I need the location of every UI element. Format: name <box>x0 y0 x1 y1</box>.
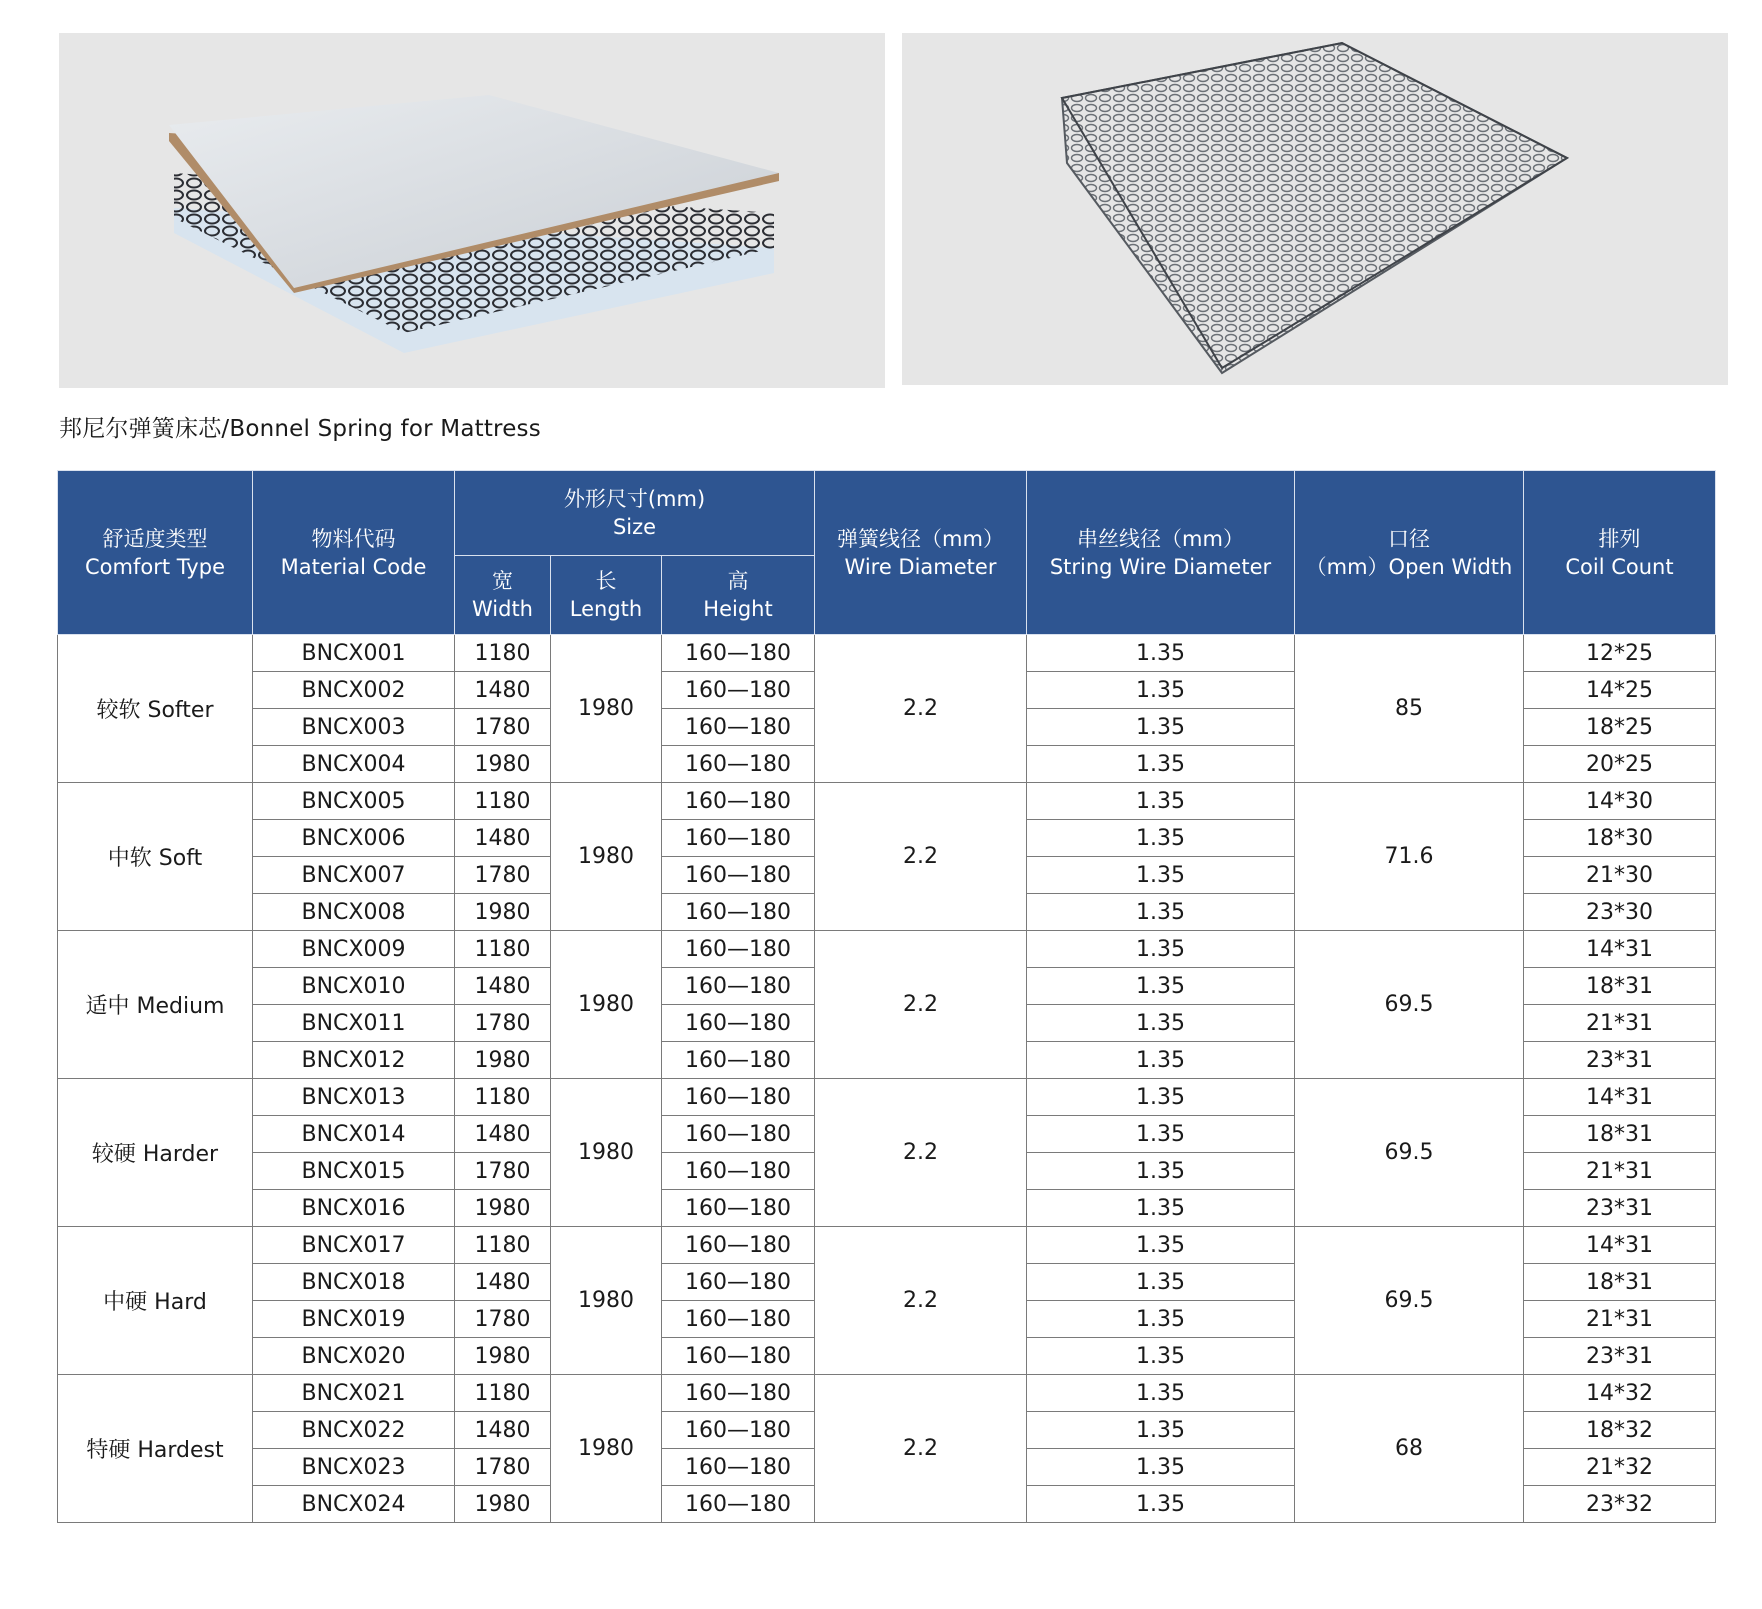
wire-diameter-cell: 2.2 <box>815 1079 1027 1227</box>
width-cell: 1180 <box>455 635 551 672</box>
header-width: 宽 Width <box>455 556 551 635</box>
coil-count-cell: 18*25 <box>1524 709 1716 746</box>
table-row <box>58 635 1716 672</box>
coil-count-cell: 18*31 <box>1524 968 1716 1005</box>
wire-diameter-cell: 2.2 <box>815 931 1027 1079</box>
material-code-cell: BNCX010 <box>253 968 455 1005</box>
width-cell: 1980 <box>455 746 551 783</box>
open-width-cell: 69.5 <box>1295 1079 1524 1227</box>
height-cell: 160—180 <box>662 1153 815 1190</box>
header-material-code: 物料代码 Material Code <box>253 471 455 635</box>
material-code-cell: BNCX022 <box>253 1412 455 1449</box>
comfort-type-cell: 较软 Softer <box>58 635 253 783</box>
comfort-type-cell: 适中 Medium <box>58 931 253 1079</box>
table-row <box>58 931 1716 968</box>
wire-diameter-cell: 2.2 <box>815 783 1027 931</box>
string-wire-diameter-cell: 1.35 <box>1027 1190 1295 1227</box>
material-code-cell: BNCX024 <box>253 1486 455 1523</box>
string-wire-diameter-cell: 1.35 <box>1027 1449 1295 1486</box>
height-cell: 160—180 <box>662 1375 815 1412</box>
height-cell: 160—180 <box>662 1116 815 1153</box>
string-wire-diameter-cell: 1.35 <box>1027 1005 1295 1042</box>
width-cell: 1780 <box>455 709 551 746</box>
open-width-cell: 69.5 <box>1295 931 1524 1079</box>
material-code-cell: BNCX016 <box>253 1190 455 1227</box>
string-wire-diameter-cell: 1.35 <box>1027 635 1295 672</box>
width-cell: 1980 <box>455 1190 551 1227</box>
width-cell: 1480 <box>455 820 551 857</box>
width-cell: 1780 <box>455 1005 551 1042</box>
coil-count-cell: 20*25 <box>1524 746 1716 783</box>
height-cell: 160—180 <box>662 1227 815 1264</box>
material-code-cell: BNCX011 <box>253 1005 455 1042</box>
string-wire-diameter-cell: 1.35 <box>1027 1116 1295 1153</box>
string-wire-diameter-cell: 1.35 <box>1027 857 1295 894</box>
material-code-cell: BNCX008 <box>253 894 455 931</box>
spring-unit-photo <box>902 33 1728 385</box>
mattress-core-photo <box>59 33 885 388</box>
coil-count-cell: 23*31 <box>1524 1338 1716 1375</box>
coil-count-cell: 23*31 <box>1524 1042 1716 1079</box>
material-code-cell: BNCX015 <box>253 1153 455 1190</box>
string-wire-diameter-cell: 1.35 <box>1027 1227 1295 1264</box>
width-cell: 1780 <box>455 857 551 894</box>
comfort-type-cell: 中软 Soft <box>58 783 253 931</box>
width-cell: 1180 <box>455 1375 551 1412</box>
string-wire-diameter-cell: 1.35 <box>1027 894 1295 931</box>
width-cell: 1180 <box>455 1079 551 1116</box>
string-wire-diameter-cell: 1.35 <box>1027 1042 1295 1079</box>
coil-count-cell: 23*31 <box>1524 1190 1716 1227</box>
material-code-cell: BNCX020 <box>253 1338 455 1375</box>
header-string-wire-diameter: 串丝线径（mm） String Wire Diameter <box>1027 471 1295 635</box>
width-cell: 1980 <box>455 894 551 931</box>
material-code-cell: BNCX018 <box>253 1264 455 1301</box>
open-width-cell: 69.5 <box>1295 1227 1524 1375</box>
string-wire-diameter-cell: 1.35 <box>1027 820 1295 857</box>
header-comfort-type: 舒适度类型 Comfort Type <box>58 471 253 635</box>
height-cell: 160—180 <box>662 894 815 931</box>
material-code-cell: BNCX002 <box>253 672 455 709</box>
coil-count-cell: 14*31 <box>1524 931 1716 968</box>
coil-count-cell: 18*32 <box>1524 1412 1716 1449</box>
length-cell: 1980 <box>551 783 662 931</box>
width-cell: 1780 <box>455 1449 551 1486</box>
height-cell: 160—180 <box>662 931 815 968</box>
coil-count-cell: 14*32 <box>1524 1375 1716 1412</box>
material-code-cell: BNCX007 <box>253 857 455 894</box>
product-caption: 邦尼尔弹簧床芯/Bonnel Spring for Mattress <box>59 416 541 442</box>
material-code-cell: BNCX019 <box>253 1301 455 1338</box>
string-wire-diameter-cell: 1.35 <box>1027 1486 1295 1523</box>
header-length: 长 Length <box>551 556 662 635</box>
coil-count-cell: 14*30 <box>1524 783 1716 820</box>
height-cell: 160—180 <box>662 1079 815 1116</box>
string-wire-diameter-cell: 1.35 <box>1027 968 1295 1005</box>
header-height: 高 Height <box>662 556 815 635</box>
material-code-cell: BNCX005 <box>253 783 455 820</box>
height-cell: 160—180 <box>662 820 815 857</box>
material-code-cell: BNCX021 <box>253 1375 455 1412</box>
coil-count-cell: 18*31 <box>1524 1116 1716 1153</box>
open-width-cell: 85 <box>1295 635 1524 783</box>
width-cell: 1980 <box>455 1042 551 1079</box>
open-width-cell: 71.6 <box>1295 783 1524 931</box>
width-cell: 1480 <box>455 1116 551 1153</box>
material-code-cell: BNCX014 <box>253 1116 455 1153</box>
wire-diameter-cell: 2.2 <box>815 1375 1027 1523</box>
material-code-cell: BNCX001 <box>253 635 455 672</box>
string-wire-diameter-cell: 1.35 <box>1027 1264 1295 1301</box>
header-open-width: 口径 （mm）Open Width <box>1295 471 1524 635</box>
comfort-type-cell: 中硬 Hard <box>58 1227 253 1375</box>
open-width-cell: 68 <box>1295 1375 1524 1523</box>
material-code-cell: BNCX012 <box>253 1042 455 1079</box>
comfort-type-cell: 较硬 Harder <box>58 1079 253 1227</box>
material-code-cell: BNCX003 <box>253 709 455 746</box>
table-row <box>58 1375 1716 1412</box>
coil-count-cell: 12*25 <box>1524 635 1716 672</box>
coil-count-cell: 21*31 <box>1524 1153 1716 1190</box>
width-cell: 1480 <box>455 672 551 709</box>
width-cell: 1180 <box>455 931 551 968</box>
string-wire-diameter-cell: 1.35 <box>1027 1412 1295 1449</box>
wire-diameter-cell: 2.2 <box>815 635 1027 783</box>
coil-count-cell: 18*30 <box>1524 820 1716 857</box>
height-cell: 160—180 <box>662 1412 815 1449</box>
string-wire-diameter-cell: 1.35 <box>1027 1338 1295 1375</box>
height-cell: 160—180 <box>662 709 815 746</box>
header-coil-count: 排列 Coil Count <box>1524 471 1716 635</box>
string-wire-diameter-cell: 1.35 <box>1027 672 1295 709</box>
coil-count-cell: 21*30 <box>1524 857 1716 894</box>
string-wire-diameter-cell: 1.35 <box>1027 746 1295 783</box>
height-cell: 160—180 <box>662 1449 815 1486</box>
coil-count-cell: 21*31 <box>1524 1005 1716 1042</box>
width-cell: 1980 <box>455 1486 551 1523</box>
material-code-cell: BNCX004 <box>253 746 455 783</box>
length-cell: 1980 <box>551 1227 662 1375</box>
string-wire-diameter-cell: 1.35 <box>1027 1153 1295 1190</box>
height-cell: 160—180 <box>662 1301 815 1338</box>
material-code-cell: BNCX009 <box>253 931 455 968</box>
height-cell: 160—180 <box>662 1486 815 1523</box>
height-cell: 160—180 <box>662 635 815 672</box>
width-cell: 1780 <box>455 1301 551 1338</box>
width-cell: 1480 <box>455 1412 551 1449</box>
table-row <box>58 783 1716 820</box>
string-wire-diameter-cell: 1.35 <box>1027 1079 1295 1116</box>
table-row <box>58 1227 1716 1264</box>
string-wire-diameter-cell: 1.35 <box>1027 931 1295 968</box>
coil-count-cell: 14*31 <box>1524 1227 1716 1264</box>
height-cell: 160—180 <box>662 783 815 820</box>
coil-count-cell: 23*32 <box>1524 1486 1716 1523</box>
width-cell: 1980 <box>455 1338 551 1375</box>
coil-count-cell: 23*30 <box>1524 894 1716 931</box>
height-cell: 160—180 <box>662 1190 815 1227</box>
coil-count-cell: 14*25 <box>1524 672 1716 709</box>
width-cell: 1480 <box>455 1264 551 1301</box>
spec-table-body <box>58 635 1716 1523</box>
height-cell: 160—180 <box>662 746 815 783</box>
material-code-cell: BNCX006 <box>253 820 455 857</box>
width-cell: 1480 <box>455 968 551 1005</box>
wire-diameter-cell: 2.2 <box>815 1227 1027 1375</box>
header-size: 外形尺寸(mm) Size <box>455 471 815 556</box>
coil-count-cell: 18*31 <box>1524 1264 1716 1301</box>
string-wire-diameter-cell: 1.35 <box>1027 1375 1295 1412</box>
string-wire-diameter-cell: 1.35 <box>1027 709 1295 746</box>
width-cell: 1180 <box>455 1227 551 1264</box>
height-cell: 160—180 <box>662 672 815 709</box>
width-cell: 1780 <box>455 1153 551 1190</box>
length-cell: 1980 <box>551 1375 662 1523</box>
material-code-cell: BNCX017 <box>253 1227 455 1264</box>
material-code-cell: BNCX023 <box>253 1449 455 1486</box>
height-cell: 160—180 <box>662 1264 815 1301</box>
length-cell: 1980 <box>551 931 662 1079</box>
height-cell: 160—180 <box>662 1042 815 1079</box>
height-cell: 160—180 <box>662 857 815 894</box>
table-row <box>58 1079 1716 1116</box>
header-wire-diameter: 弹簧线径（mm） Wire Diameter <box>815 471 1027 635</box>
height-cell: 160—180 <box>662 968 815 1005</box>
coil-count-cell: 21*31 <box>1524 1301 1716 1338</box>
material-code-cell: BNCX013 <box>253 1079 455 1116</box>
comfort-type-cell: 特硬 Hardest <box>58 1375 253 1523</box>
coil-count-cell: 14*31 <box>1524 1079 1716 1116</box>
length-cell: 1980 <box>551 635 662 783</box>
length-cell: 1980 <box>551 1079 662 1227</box>
string-wire-diameter-cell: 1.35 <box>1027 1301 1295 1338</box>
string-wire-diameter-cell: 1.35 <box>1027 783 1295 820</box>
height-cell: 160—180 <box>662 1338 815 1375</box>
width-cell: 1180 <box>455 783 551 820</box>
spec-table <box>57 470 1716 1523</box>
coil-count-cell: 21*32 <box>1524 1449 1716 1486</box>
height-cell: 160—180 <box>662 1005 815 1042</box>
